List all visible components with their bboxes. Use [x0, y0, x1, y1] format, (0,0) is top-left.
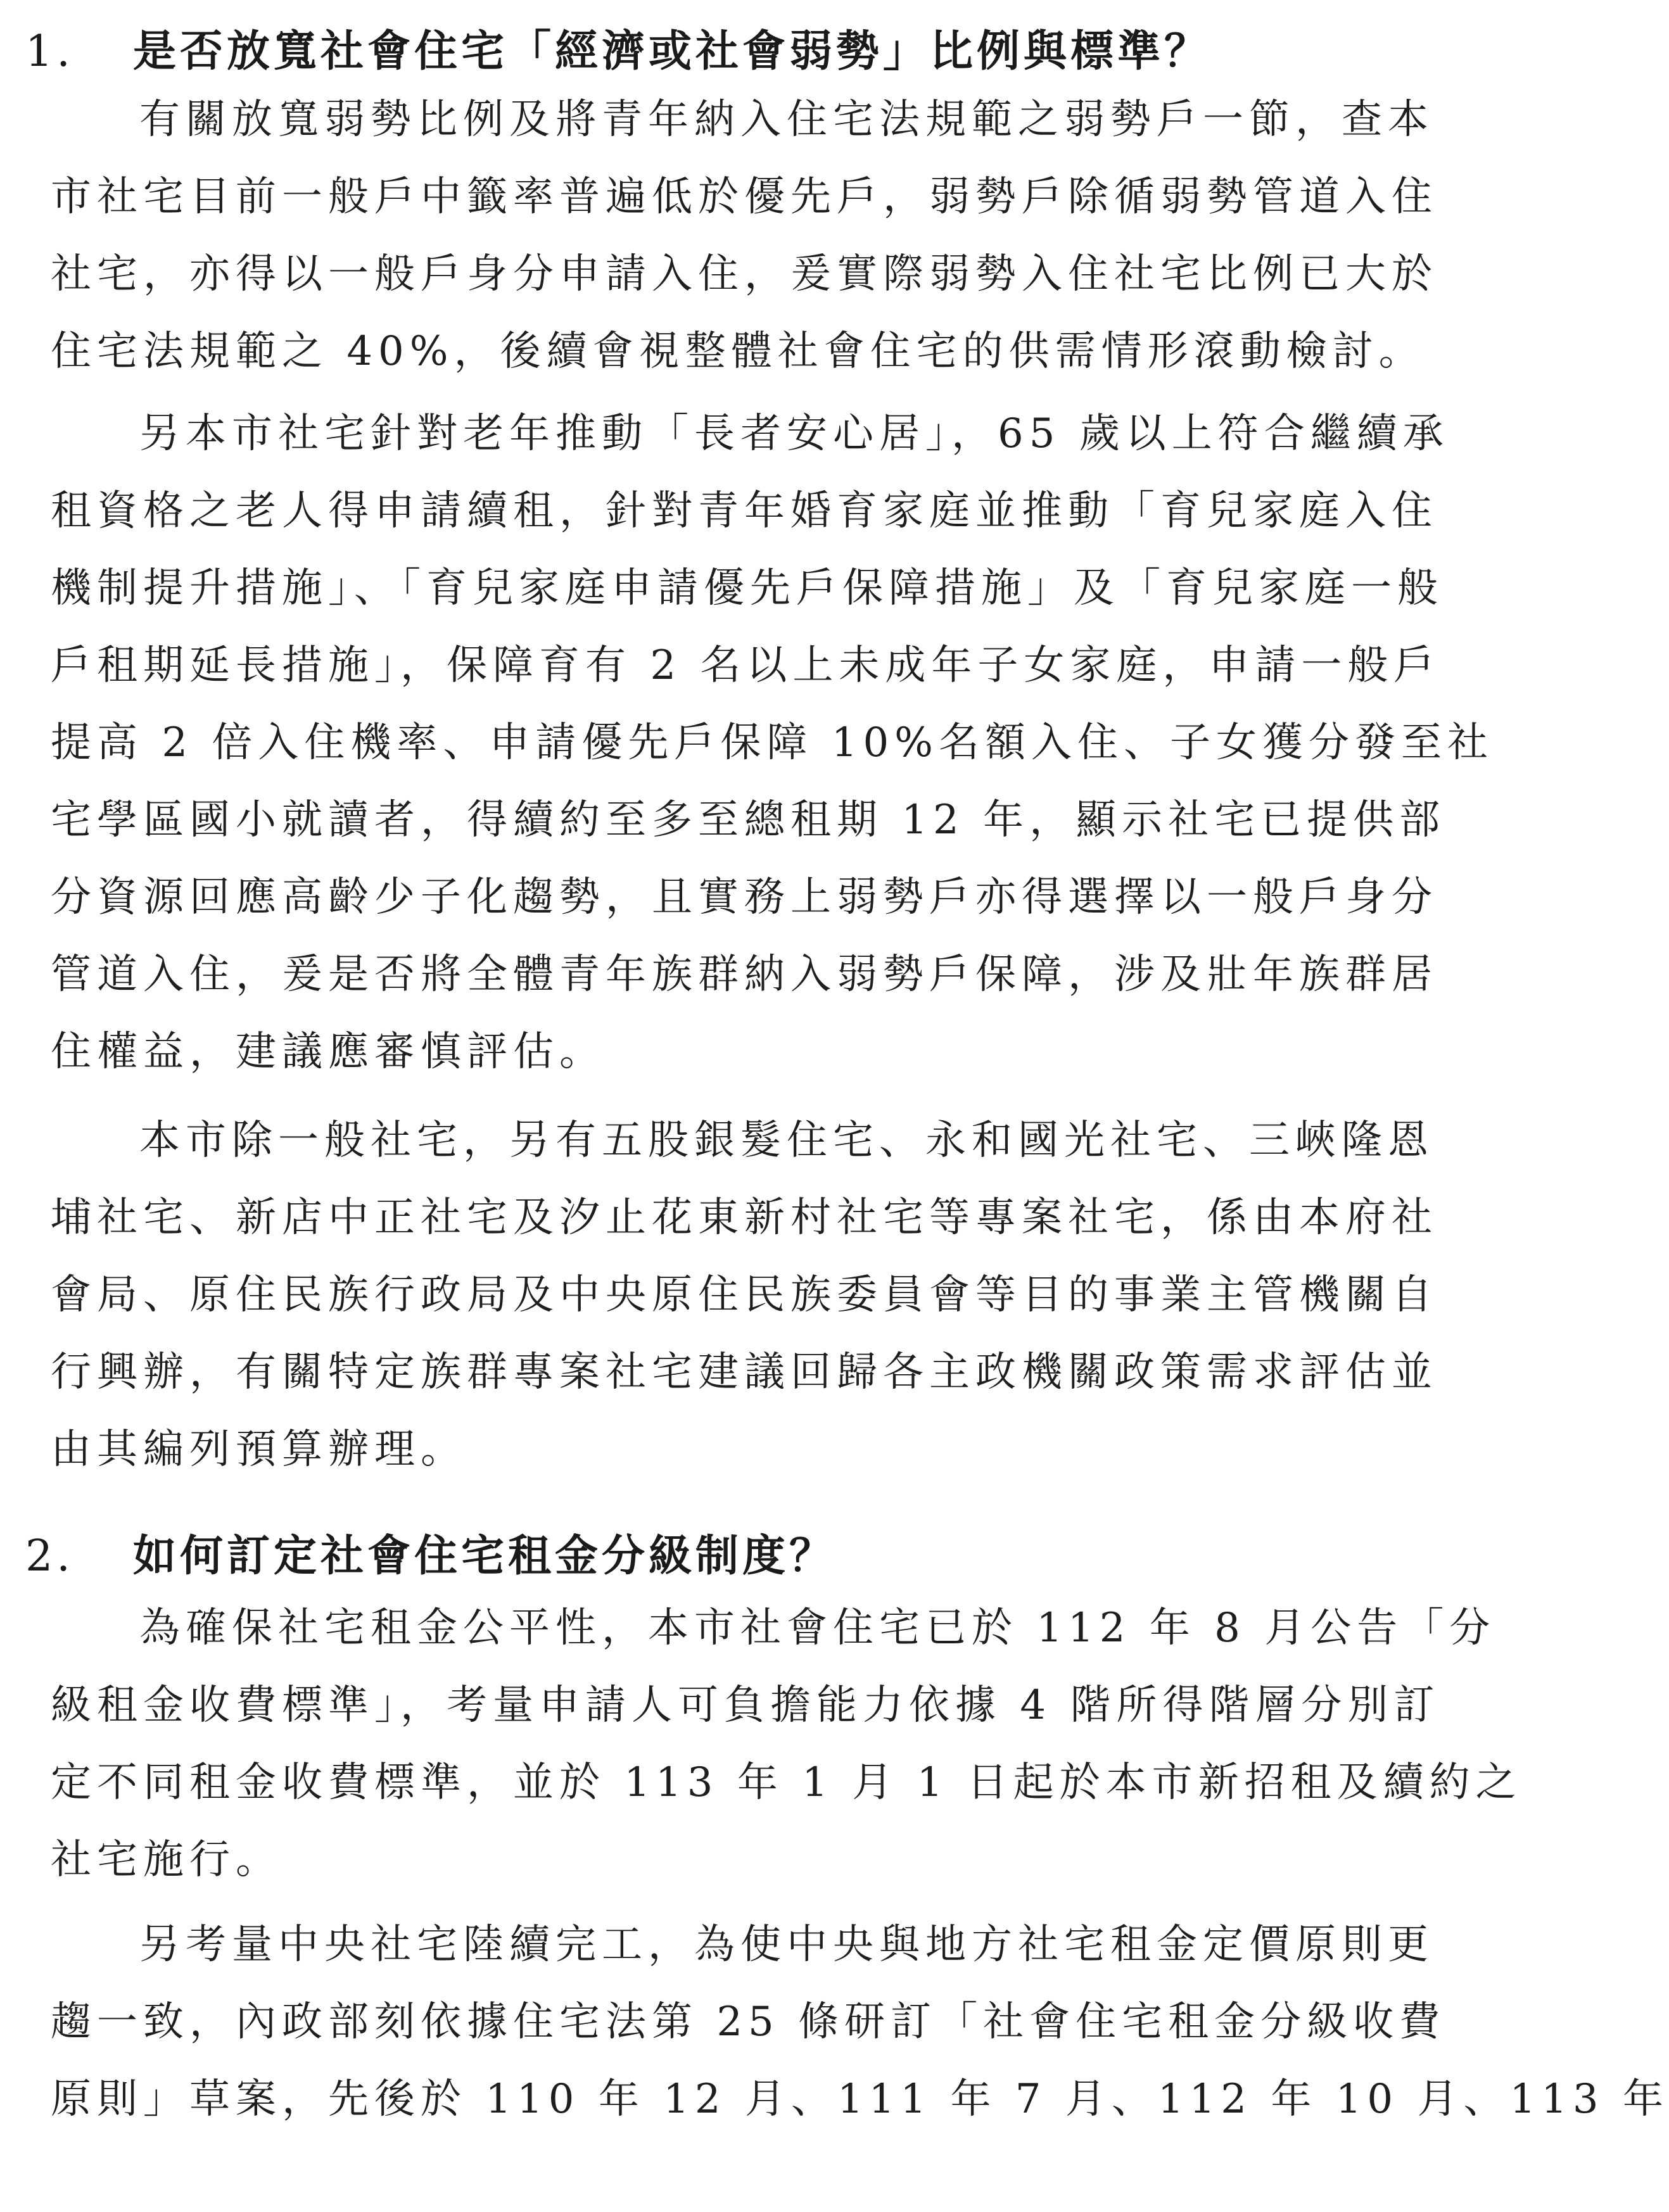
- section-1-number: 1.: [25, 27, 74, 77]
- text-line: 埔社宅、新店中正社宅及汐止花東新村社宅等專案社宅，係由本府社: [51, 1194, 1438, 1241]
- section-2-number: 2.: [25, 1531, 74, 1581]
- text-line: 另考量中央社宅陸續完工，為使中央與地方社宅租金定價原則更: [139, 1921, 1434, 1968]
- text-line: 會局、原住民族行政局及中央原住民族委員會等目的事業主管機關自: [51, 1272, 1438, 1318]
- section-1-paragraph-2: [51, 395, 1494, 1090]
- text-line: 定不同租金收費標準，並於 113 年 1 月 1 日起於本市新招租及續約之: [51, 1759, 1522, 1806]
- section-2-paragraph-1: [51, 1589, 1522, 1899]
- text-line: 機制提升措施」、「育兒家庭申請優先戶保障措施」及「育兒家庭一般: [51, 565, 1444, 612]
- section-1-heading: [25, 20, 1482, 84]
- text-line: 行興辦，有關特定族群專案社宅建議回歸各主政機關政策需求評估並: [51, 1349, 1438, 1396]
- text-line: 住權益，建議應審慎評估。: [51, 1028, 606, 1075]
- text-line: 原則」草案，先後於 110 年 12 月、111 年 7 月、112 年 10 月、113 年: [51, 2076, 1669, 2123]
- text-line: 級租金收費標準」，考量申請人可負擔能力依據 4 階所得階層分別訂: [51, 1682, 1440, 1729]
- section-1-title: 是否放寬社會住宅「經濟或社會弱勢」比例與標準？: [133, 27, 1212, 77]
- section-1-paragraph-3: [51, 1102, 1469, 1488]
- section-2-title: 如何訂定社會住宅租金分級制度？: [133, 1531, 837, 1581]
- section-2-paragraph-2: [51, 1906, 1669, 2138]
- section-2-heading: [25, 1525, 1482, 1588]
- text-line: 分資源回應高齡少子化趨勢，且實務上弱勢戶亦得選擇以一般戶身分: [51, 874, 1438, 921]
- section-1-paragraph-1: [51, 81, 1469, 390]
- text-line: 為確保社宅租金公平性，本市社會住宅已於 112 年 8 月公告「分: [139, 1605, 1496, 1652]
- text-line: 有關放寬弱勢比例及將青年納入住宅法規範之弱勢戶一節，查本: [139, 96, 1434, 143]
- text-line: 提高 2 倍入住機率、申請優先戶保障 10%名額入住、子女獲分發至社: [51, 719, 1494, 766]
- text-line: 本市除一般社宅，另有五股銀髮住宅、永和國光社宅、三峽隆恩: [139, 1117, 1434, 1164]
- text-line: 社宅施行。: [51, 1836, 282, 1883]
- text-line: 由其編列預算辦理。: [51, 1426, 467, 1473]
- text-line: 管道入住，爰是否將全體青年族群納入弱勢戶保障，涉及壯年族群居: [51, 951, 1438, 998]
- text-line: 宅學區國小就讀者，得續約至多至總租期 12 年，顯示社宅已提供部: [51, 797, 1446, 844]
- text-line: 租資格之老人得申請續租，針對青年婚育家庭並推動「育兒家庭入住: [51, 488, 1438, 534]
- text-line: 市社宅目前一般戶中籤率普遍低於優先戶，弱勢戶除循弱勢管道入住: [51, 174, 1438, 220]
- text-line: 另本市社宅針對老年推動「長者安心居」，65 歲以上符合繼續承: [139, 410, 1449, 457]
- text-line: 戶租期延長措施」，保障育有 2 名以上未成年子女家庭，申請一般戶: [51, 642, 1440, 689]
- text-line: 住宅法規範之 40%，後續會視整體社會住宅的供需情形滾動檢討。: [51, 328, 1425, 375]
- text-line: 趨一致，內政部刻依據住宅法第 25 條研訂「社會住宅租金分級收費: [51, 1999, 1446, 2045]
- text-line: 社宅，亦得以一般戶身分申請入住，爰實際弱勢入住社宅比例已大於: [51, 251, 1438, 298]
